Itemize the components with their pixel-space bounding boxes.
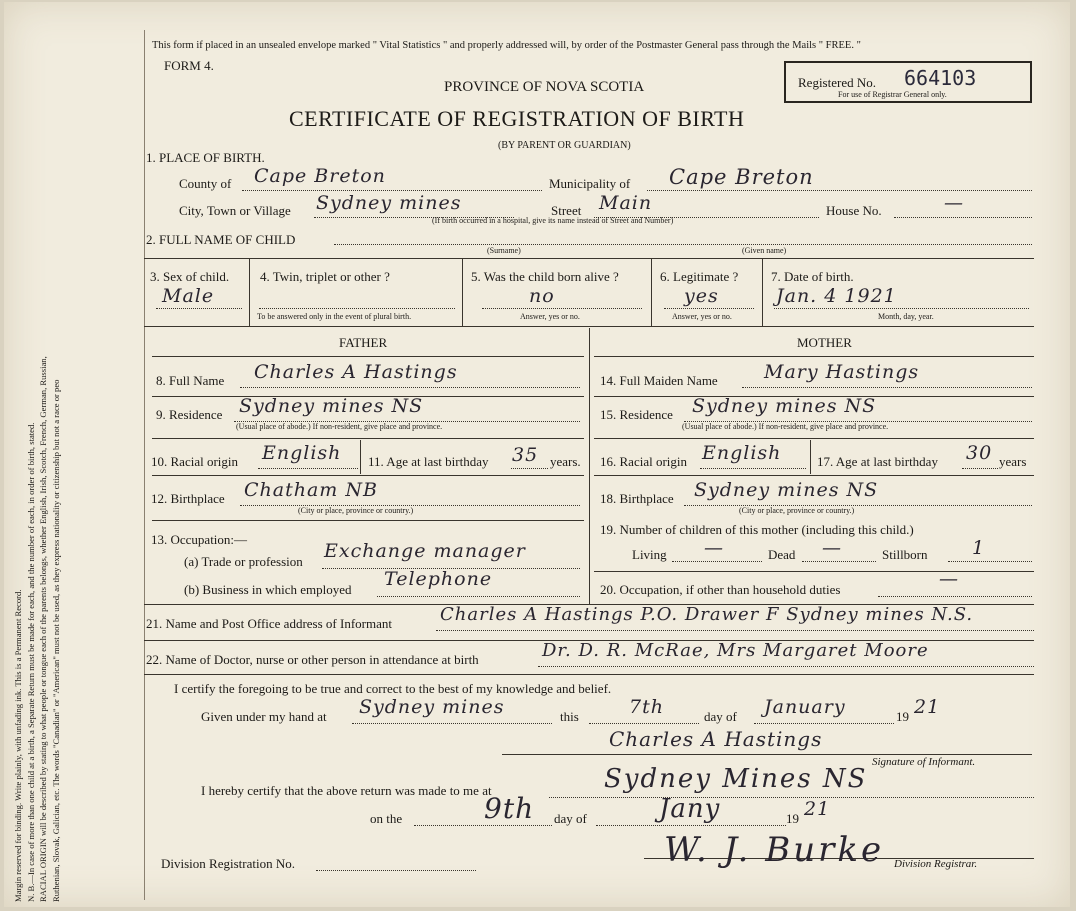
business-line xyxy=(377,596,580,597)
father-age-unit: years. xyxy=(550,454,581,469)
mother-residence-value: Sydney mines NS xyxy=(692,395,877,417)
certify-statement: I certify the foregoing to be true and correct to the best of my knowledge and belief. xyxy=(174,681,612,696)
certificate-subtitle: (BY PARENT OR GUARDIAN) xyxy=(498,140,631,151)
cert-month-line xyxy=(754,723,894,724)
given-name-note: (Given name) xyxy=(742,246,787,255)
doctor-value: Dr. D. R. McRae, Mrs Margaret Moore xyxy=(542,640,929,661)
mother-age-label: 17. Age at last birthday xyxy=(817,454,938,469)
alive-label: 5. Was the child born alive ? xyxy=(471,269,619,284)
father-row-rule-2 xyxy=(152,438,584,439)
alive-note: Answer, yes or no. xyxy=(520,312,580,321)
certificate-title: CERTIFICATE OF REGISTRATION OF BIRTH xyxy=(289,106,745,131)
reg-day-line xyxy=(414,825,552,826)
living-line xyxy=(672,561,762,562)
informant-signature-line xyxy=(502,754,1032,755)
twin-note: To be answered only in the event of plural birth. xyxy=(257,312,412,321)
father-row-rule-4 xyxy=(152,520,584,521)
cert-year-value: 21 xyxy=(914,696,941,718)
sex-value: Male xyxy=(162,285,215,307)
child-name-label: 2. FULL NAME OF CHILD xyxy=(146,232,296,247)
mother-birthplace-line xyxy=(684,505,1032,506)
reg-day-value: 9th xyxy=(484,792,535,825)
registration-box xyxy=(784,61,1032,103)
given-under-label: Given under my hand at xyxy=(201,709,327,724)
mother-heading: MOTHER xyxy=(797,335,852,350)
stillborn-line xyxy=(948,561,1032,562)
cert-month-value: January xyxy=(764,696,846,718)
father-race-value: English xyxy=(262,442,342,464)
mother-birthplace-note: (City or place, province or country.) xyxy=(739,506,855,515)
mother-race-line xyxy=(700,468,806,469)
row-top-rule xyxy=(144,258,1034,259)
living-value: — xyxy=(704,537,724,559)
cert-day-value: 7th xyxy=(629,696,664,718)
mother-header-rule xyxy=(594,356,1034,357)
reg-day-of-label: day of xyxy=(554,811,587,826)
father-birthplace-note: (City or place, province or country.) xyxy=(298,506,414,515)
parent-column-divider xyxy=(589,328,590,604)
stillborn-label: Stillborn xyxy=(882,547,928,562)
father-race-line xyxy=(258,468,358,469)
form-number: FORM 4. xyxy=(164,58,214,73)
mail-notice: This form if placed in an unsealed envelope marked " Vital Statistics " and properly addressed will, by order of the Postmaster General pass through the Mails " FREE. " xyxy=(152,40,861,51)
municipality-line xyxy=(647,190,1032,191)
margin-line-2: N. B.—In case of more than one child at a birth, a Separate Return must be made for each, and the number of each, in order of birth, stated. xyxy=(25,422,36,902)
divider-5-6 xyxy=(651,258,652,326)
informant-line xyxy=(436,630,1034,631)
street-label: Street xyxy=(551,203,582,218)
mother-age-unit: years xyxy=(999,454,1027,469)
stillborn-value: 1 xyxy=(972,537,986,559)
alive-value: no xyxy=(529,285,555,307)
mother-race-label: 16. Racial origin xyxy=(600,454,688,469)
business-value: Telephone xyxy=(384,568,493,590)
city-value: Sydney mines xyxy=(316,192,462,214)
cert-year-prefix: 19 xyxy=(896,709,909,724)
mother-occupation-label: 20. Occupation, if other than household duties xyxy=(600,582,841,597)
father-age-value: 35 xyxy=(512,444,539,466)
dead-label: Dead xyxy=(768,547,796,562)
divider-6-7 xyxy=(762,258,763,326)
doctor-rule xyxy=(144,674,1034,675)
registrar-signature: W. J. Burke xyxy=(664,830,885,870)
margin-line-3: RACIAL ORIGIN will be described by stating to what people or tongue each of the parents belongs, whether English, Irish, Scotch, French, German, Russian, xyxy=(38,356,48,902)
this-label: this xyxy=(560,709,579,724)
dob-note: Month, day, year. xyxy=(878,312,934,321)
county-line xyxy=(242,190,542,191)
dead-line xyxy=(802,561,876,562)
father-row-rule-3 xyxy=(152,475,584,476)
legitimate-value: yes xyxy=(684,285,719,307)
mother-row-rule-2 xyxy=(594,438,1034,439)
father-name-value: Charles A Hastings xyxy=(254,361,458,383)
mother-birthplace-value: Sydney mines NS xyxy=(694,479,879,501)
occupation-label: 13. Occupation:— xyxy=(151,532,248,547)
legitimate-note: Answer, yes or no. xyxy=(672,312,732,321)
dob-value: Jan. 4 1921 xyxy=(776,285,897,307)
dead-value: — xyxy=(822,537,842,559)
living-label: Living xyxy=(632,547,667,562)
divider-3-4 xyxy=(249,258,250,326)
mother-name-label: 14. Full Maiden Name xyxy=(600,373,718,388)
mother-birthplace-label: 18. Birthplace xyxy=(600,491,674,506)
county-label: County of xyxy=(179,176,232,191)
informant-signature: Charles A Hastings xyxy=(609,727,823,751)
registrar-use-note: For use of Registrar General only. xyxy=(838,90,947,99)
street-value: Main xyxy=(599,192,653,214)
informant-signature-label: Signature of Informant. xyxy=(872,756,976,768)
mother-age-line xyxy=(962,468,998,469)
mother-age-value: 30 xyxy=(966,442,993,464)
mother-race-value: English xyxy=(702,442,782,464)
alive-line xyxy=(482,308,642,309)
cert-day-line xyxy=(589,723,699,724)
registrar-place-line xyxy=(549,797,1034,798)
father-age-label: 11. Age at last birthday xyxy=(368,454,489,469)
margin-line-4: Ruthenian, Slovak, Galician, etc. The words "Canadian" or "American" must not be used, as they express nationality or citizenship but not a race or peo xyxy=(50,379,61,902)
children-count-label: 19. Number of children of this mother (including this child.) xyxy=(600,522,914,537)
father-residence-value: Sydney mines NS xyxy=(239,395,424,417)
reg-month-value: Jany xyxy=(659,794,721,824)
registrar-place-value: Sydney Mines NS xyxy=(604,764,868,794)
given-place-value: Sydney mines xyxy=(359,696,505,718)
father-race-divider xyxy=(360,440,361,474)
registered-no-value: 664103 xyxy=(904,66,977,90)
on-the-label: on the xyxy=(370,811,403,826)
mother-name-line xyxy=(742,387,1032,388)
mother-residence-label: 15. Residence xyxy=(600,407,673,422)
mother-occupation-line xyxy=(878,596,1032,597)
house-no-label: House No. xyxy=(826,203,882,218)
registrar-statement: I hereby certify that the above return was made to me at xyxy=(201,783,492,798)
twin-label: 4. Twin, triplet or other ? xyxy=(260,269,390,284)
child-name-line xyxy=(334,244,1032,245)
sex-label: 3. Sex of child. xyxy=(150,269,230,284)
business-label: (b) Business in which employed xyxy=(184,582,352,597)
registered-no-label: Registered No. xyxy=(798,75,876,90)
legitimate-label: 6. Legitimate ? xyxy=(660,269,739,284)
sex-line xyxy=(156,308,242,309)
reg-year-value: 21 xyxy=(804,798,831,820)
reg-year-prefix: 19 xyxy=(786,811,799,826)
father-birthplace-value: Chatham NB xyxy=(244,479,378,501)
certificate-sheet xyxy=(4,2,1070,907)
father-header-rule xyxy=(152,356,584,357)
margin-instructions xyxy=(12,356,62,902)
informant-value: Charles A Hastings P.O. Drawer F Sydney mines N.S. xyxy=(440,604,974,625)
father-age-line xyxy=(511,468,548,469)
cert-day-of-label: day of xyxy=(704,709,737,724)
dob-label: 7. Date of birth. xyxy=(771,269,854,284)
father-heading: FATHER xyxy=(339,335,388,350)
house-no-line xyxy=(894,217,1032,218)
municipality-label: Municipality of xyxy=(549,176,631,191)
binding-margin-rule xyxy=(144,30,145,900)
province-heading: PROVINCE OF NOVA SCOTIA xyxy=(444,79,645,95)
mother-occupation-value: — xyxy=(939,568,959,590)
row-bottom-rule xyxy=(144,326,1034,327)
surname-note: (Surname) xyxy=(487,246,521,255)
legitimate-line xyxy=(664,308,754,309)
father-residence-note: (Usual place of abode.) If non-resident, give place and province. xyxy=(236,422,443,431)
dob-line xyxy=(774,308,1029,309)
father-race-label: 10. Racial origin xyxy=(151,454,239,469)
mother-row-rule-3 xyxy=(594,475,1034,476)
place-of-birth-heading: 1. PLACE OF BIRTH. xyxy=(146,150,265,165)
mother-name-value: Mary Hastings xyxy=(764,361,920,383)
mother-row-rule-4 xyxy=(594,571,1034,572)
father-name-line xyxy=(240,387,580,388)
city-label: City, Town or Village xyxy=(179,203,291,218)
division-registration-label: Division Registration No. xyxy=(161,856,295,871)
mother-residence-note: (Usual place of abode.) If non-resident, give place and province. xyxy=(682,422,889,431)
father-residence-label: 9. Residence xyxy=(156,407,223,422)
house-no-value: — xyxy=(944,192,964,214)
doctor-label: 22. Name of Doctor, nurse or other person in attendance at birth xyxy=(146,652,479,667)
margin-line-1: Margin reserved for binding. Write plainly, with unfading ink. This is a Permanent Record. xyxy=(13,589,23,902)
informant-label: 21. Name and Post Office address of Informant xyxy=(146,616,392,631)
county-value: Cape Breton xyxy=(254,165,386,187)
given-place-line xyxy=(352,723,552,724)
twin-line xyxy=(259,308,455,309)
municipality-value: Cape Breton xyxy=(669,165,814,189)
registrar-signature-label: Division Registrar. xyxy=(894,858,978,870)
divider-4-5 xyxy=(462,258,463,326)
father-name-label: 8. Full Name xyxy=(156,373,225,388)
reg-month-line xyxy=(596,825,786,826)
trade-value: Exchange manager xyxy=(324,540,526,562)
division-registration-line xyxy=(316,870,476,871)
father-birthplace-label: 12. Birthplace xyxy=(151,491,225,506)
doctor-line xyxy=(538,666,1034,667)
trade-label: (a) Trade or profession xyxy=(184,554,303,569)
mother-race-divider xyxy=(810,440,811,474)
hospital-note: (If birth occurred in a hospital, give its name instead of Street and Number) xyxy=(432,216,674,225)
